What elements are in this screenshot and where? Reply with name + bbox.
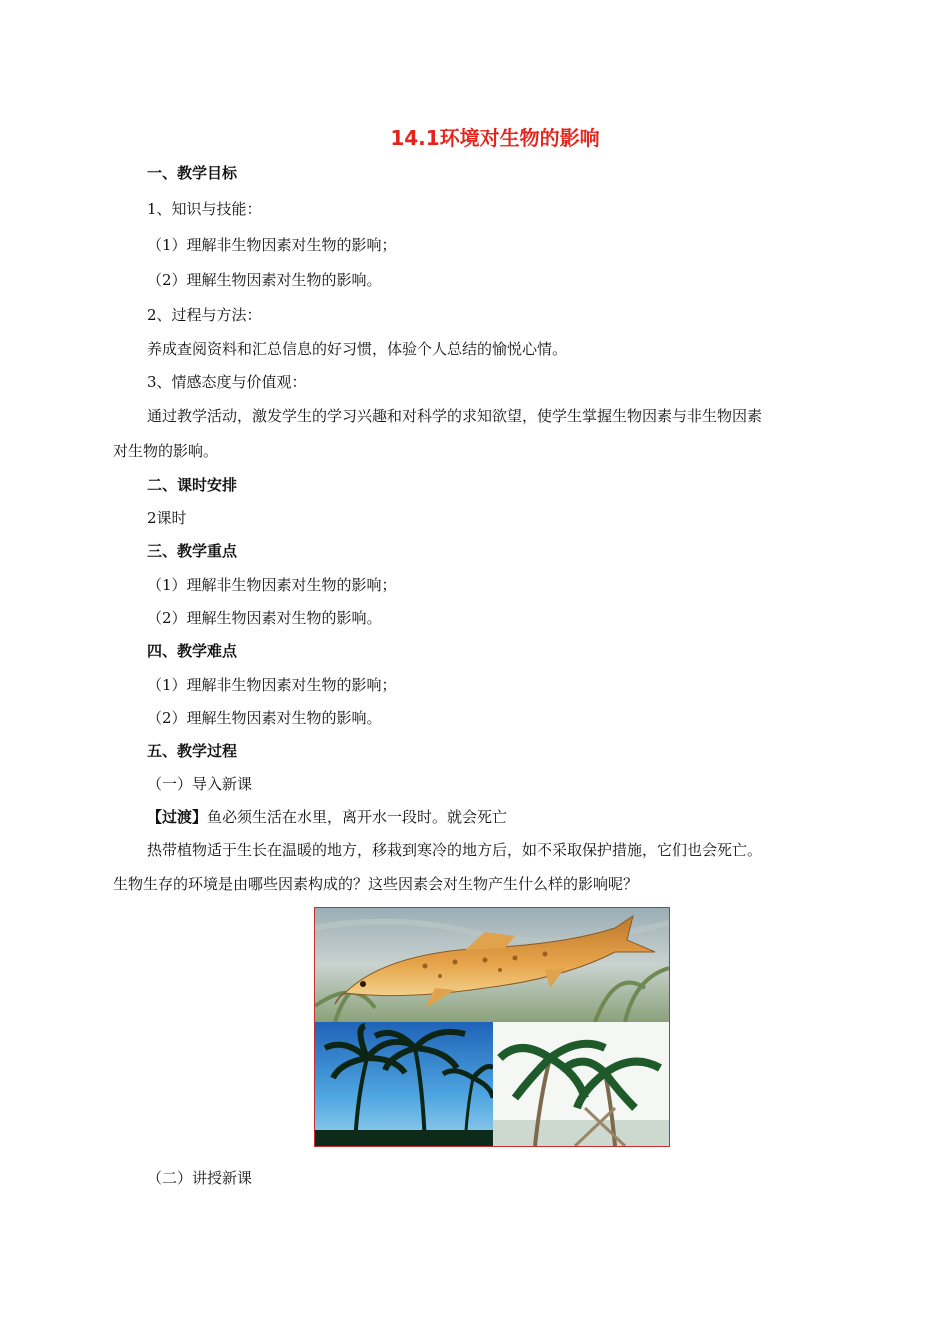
objective-2-label: 2、过程与方法： xyxy=(147,306,262,324)
process-sub-teaching: （二）讲授新课 xyxy=(147,1169,253,1187)
section-heading-difficulties: 四、教学难点 xyxy=(147,642,238,660)
objective-3-text-line-1: 通过教学活动，激发学生的学习兴趣和对科学的求知欲望，使学生掌握生物因素与非生物因素 xyxy=(147,407,763,425)
section-heading-objectives: 一、教学目标 xyxy=(147,164,238,182)
illustration-figure xyxy=(314,907,670,1147)
difficulty-1: （1）理解非生物因素对生物的影响； xyxy=(147,676,397,694)
objective-2-text: 养成查阅资料和汇总信息的好习惯，体验个人总结的愉悦心情。 xyxy=(147,340,568,358)
objective-1-point-2: （2）理解生物因素对生物的影响。 xyxy=(147,271,382,289)
objective-3-label: 3、情感态度与价值观： xyxy=(147,373,307,391)
transition-tag: 【过渡】 xyxy=(147,808,208,826)
palm-blue-sky-panel xyxy=(315,1022,493,1146)
objective-1-point-1: （1）理解非生物因素对生物的影响； xyxy=(147,236,397,254)
section-heading-schedule: 二、课时安排 xyxy=(147,476,238,494)
key-point-1: （1）理解非生物因素对生物的影响； xyxy=(147,576,397,594)
page-title: 14.1环境对生物的影响 xyxy=(390,126,600,150)
objective-1-label: 1、知识与技能： xyxy=(147,200,262,218)
schedule-text: 2课时 xyxy=(147,509,187,527)
section-heading-process: 五、教学过程 xyxy=(147,742,238,760)
fish-panel xyxy=(315,908,669,1022)
process-sub-intro: （一）导入新课 xyxy=(147,775,253,793)
intro-paragraph-line-2: 生物生存的环境是由哪些因素构成的？这些因素会对生物产生什么样的影响呢？ xyxy=(113,875,639,893)
transition-text: 鱼必须生活在水里，离开水一段时。就会死亡 xyxy=(207,808,508,826)
key-point-2: （2）理解生物因素对生物的影响。 xyxy=(147,609,382,627)
palm-shore-panel xyxy=(493,1022,669,1146)
transition-paragraph xyxy=(147,807,507,827)
intro-paragraph-line-1: 热带植物适于生长在温暖的地方，移栽到寒冷的地方后，如不采取保护措施，它们也会死亡。 xyxy=(147,841,763,859)
objective-3-text-line-2: 对生物的影响。 xyxy=(113,442,219,460)
figure-svg xyxy=(315,908,669,1146)
section-heading-key-points: 三、教学重点 xyxy=(147,542,238,560)
difficulty-2: （2）理解生物因素对生物的影响。 xyxy=(147,709,382,727)
